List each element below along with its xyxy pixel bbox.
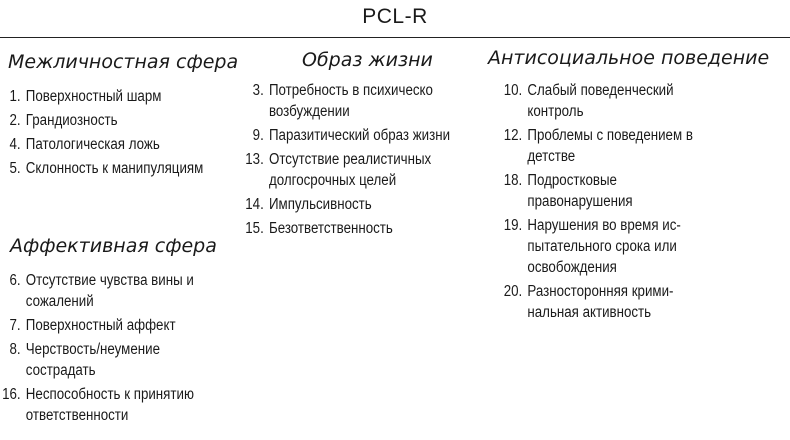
list-item (238, 218, 493, 239)
list-item (0, 384, 230, 426)
list-item (238, 125, 493, 146)
item-number: 4. (9, 136, 21, 153)
list-lifestyle (238, 80, 493, 242)
heading-antisocial: Антисоциальное поведение (488, 47, 770, 69)
item-text: Отсутствие реалистичных долгосрочных целей (268, 151, 432, 189)
list-item (493, 215, 717, 278)
item-text: Черствость/неумение сострадать (25, 341, 160, 379)
item-text: Безответственность (268, 220, 393, 237)
title-divider (0, 37, 790, 38)
item-number: 19. (503, 217, 523, 234)
item-number: 8. (9, 341, 21, 358)
item-number: 5. (9, 160, 21, 177)
list-item (0, 158, 267, 179)
list-antisocial (493, 80, 717, 326)
item-number: 6. (9, 272, 21, 289)
item-text: Потребность в психическо возбуждении (268, 82, 433, 120)
heading-lifestyle: Образ жизни (302, 49, 433, 71)
item-number: 20. (503, 283, 523, 300)
item-number: 9. (252, 127, 264, 144)
item-number: 13. (245, 151, 264, 168)
list-interpersonal (0, 86, 267, 182)
item-number: 16. (2, 386, 21, 403)
item-text: Отсутствие чувства вины и сожалений (25, 272, 194, 310)
item-text: Разносторонняя крими-нальная активность (527, 283, 674, 321)
item-number: 10. (503, 82, 523, 99)
list-item (493, 125, 717, 167)
item-text: Грандиозность (25, 112, 118, 129)
list-item (0, 110, 267, 131)
item-text: Паразитический образ жизни (268, 127, 451, 144)
item-text: Патологическая ложь (25, 136, 160, 153)
list-item (0, 86, 267, 107)
list-item (0, 270, 230, 312)
item-number: 7. (9, 317, 21, 334)
list-item (493, 281, 717, 323)
item-number: 3. (252, 82, 264, 99)
item-text: Нарушения во время ис-пытательного срока или освобождения (527, 217, 681, 276)
list-item (493, 80, 717, 122)
item-number: 2. (9, 112, 21, 129)
list-item (0, 315, 230, 336)
item-text: Проблемы с поведением в детстве (527, 127, 693, 165)
item-text: Слабый поведенческий контроль (527, 82, 674, 120)
item-text: Поверхностный шарм (25, 88, 162, 105)
list-item (238, 149, 493, 191)
page-title: PCL-R (362, 5, 428, 28)
item-text: Импульсивность (268, 196, 372, 213)
list-item (0, 339, 230, 381)
item-text: Подростковые правонарушения (527, 172, 633, 210)
list-item (0, 134, 267, 155)
item-number: 1. (9, 88, 21, 105)
list-item (493, 170, 717, 212)
list-item (238, 80, 493, 122)
item-number: 12. (503, 127, 523, 144)
item-number: 15. (245, 220, 264, 237)
item-text: Склонность к манипуляциям (25, 160, 204, 177)
heading-interpersonal: Межличностная сфера (8, 51, 239, 73)
list-item (238, 194, 493, 215)
item-text: Неспособность к принятию ответственности (25, 386, 194, 424)
item-number: 14. (245, 196, 264, 213)
item-text: Поверхностный аффект (25, 317, 176, 334)
list-affective (0, 270, 230, 429)
heading-affective: Аффективная сфера (10, 235, 217, 257)
item-number: 18. (503, 172, 523, 189)
